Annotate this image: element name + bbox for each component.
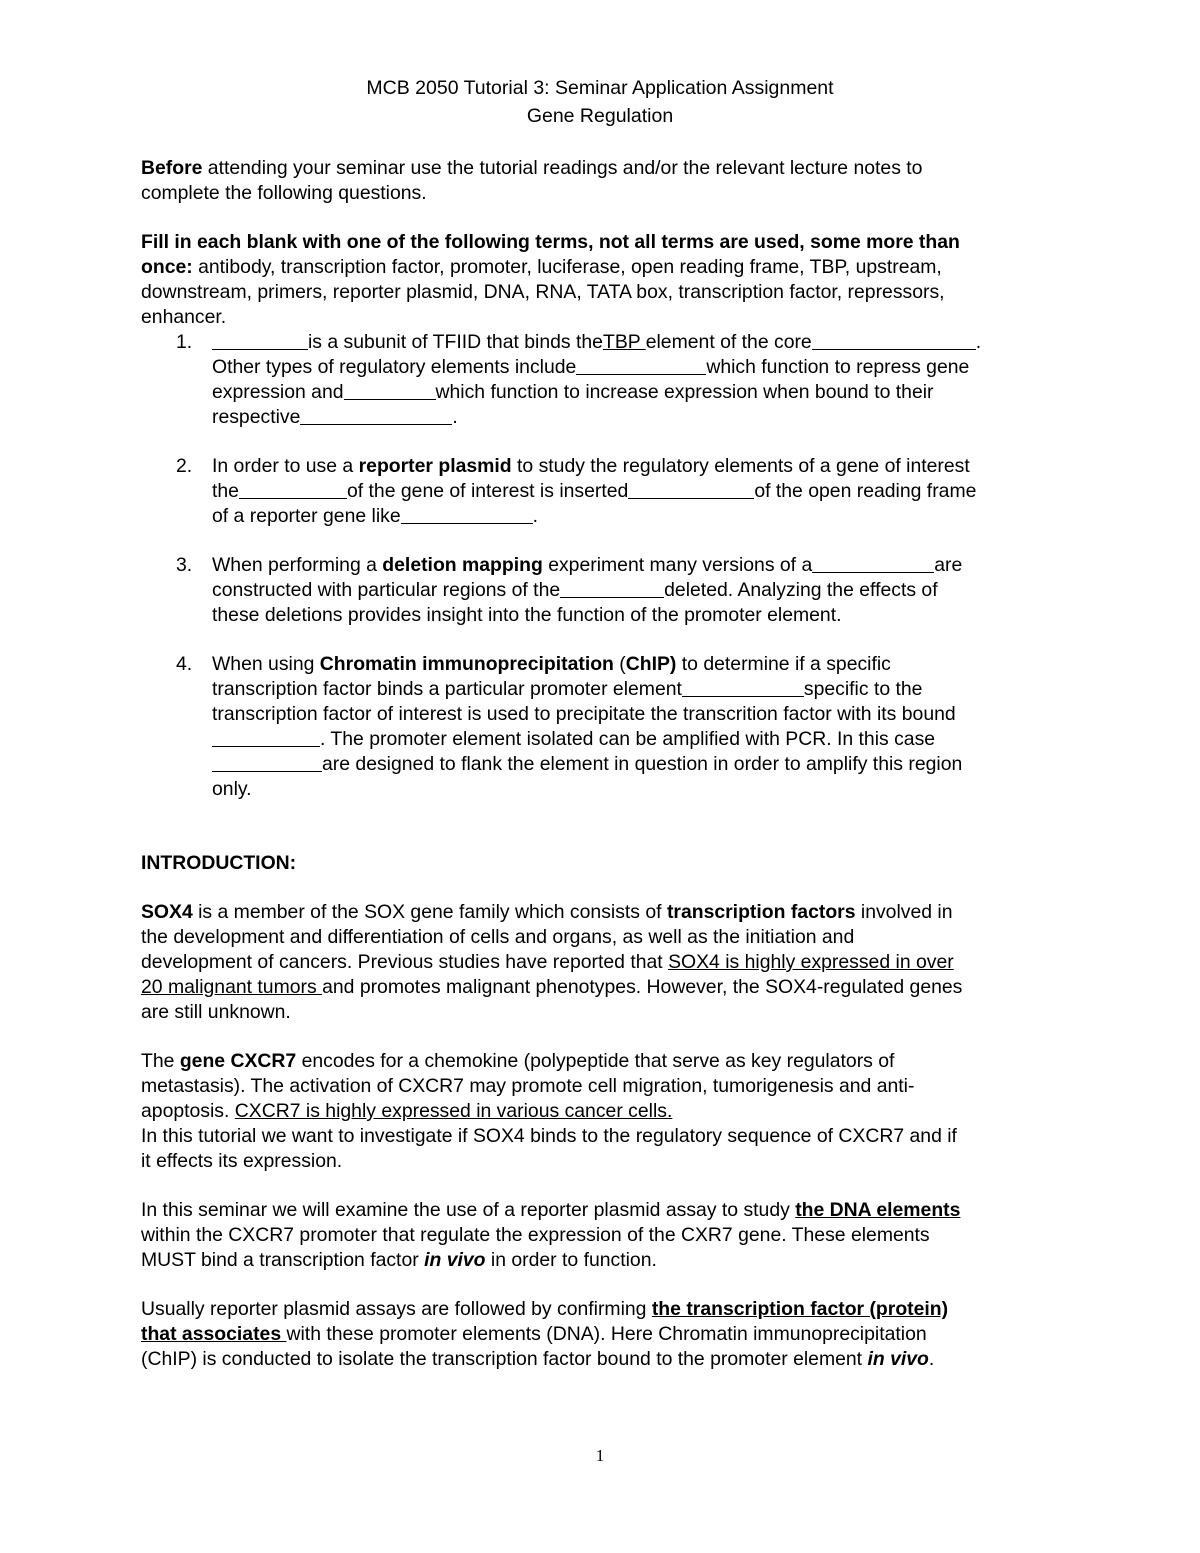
question-3-line-1: When performing a deletion mapping experiment many versions of a are bbox=[212, 554, 963, 576]
question-2-number: 2. bbox=[176, 455, 193, 477]
para1-line-4: 20 malignant tumors and promotes malignant phenotypes. However, the SOX4-regulated genes bbox=[141, 976, 963, 998]
para4-line-2: that associates with these promoter elements (DNA). Here Chromatin immunoprecipitation bbox=[141, 1323, 927, 1345]
instructions-line-3: downstream, primers, reporter plasmid, DNA, RNA, TATA box, transcription factor, repressors, bbox=[141, 281, 945, 303]
answer-blank[interactable] bbox=[812, 331, 976, 350]
answer-blank[interactable] bbox=[300, 406, 452, 425]
para1-line-3: development of cancers. Previous studies have reported that SOX4 is highly expressed in over bbox=[141, 951, 954, 973]
answer-blank[interactable] bbox=[212, 753, 322, 772]
question-4-line-5: are designed to flank the element in question in order to amplify this region bbox=[212, 752, 962, 777]
instructions-line-1: Fill in each blank with one of the following terms, not all terms are used, some more than bbox=[141, 231, 960, 253]
answer-blank[interactable] bbox=[212, 728, 320, 747]
answer-blank[interactable] bbox=[812, 554, 934, 573]
para1-line-1: SOX4 is a member of the SOX gene family which consists of transcription factors involved in bbox=[141, 901, 953, 923]
question-2-line-1: In order to use a reporter plasmid to study the regulatory elements of a gene of interest bbox=[212, 455, 970, 477]
answer-blank[interactable] bbox=[682, 678, 804, 697]
intro-line-1: Before attending your seminar use the tutorial readings and/or the relevant lecture notes to bbox=[141, 157, 923, 179]
introduction-heading: INTRODUCTION: bbox=[141, 852, 297, 874]
intro-line-2: complete the following questions. bbox=[141, 182, 427, 204]
para3-line-3: MUST bind a transcription factor in vivo in order to function. bbox=[141, 1249, 657, 1271]
para4-line-1: Usually reporter plasmid assays are followed by confirming the transcription factor (protein) bbox=[141, 1298, 949, 1320]
question-1-line-1: is a subunit of TFIID that binds theTBP element of the core . bbox=[212, 330, 981, 355]
instructions-line-2: once: antibody, transcription factor, promoter, luciferase, open reading frame, TBP, upstream, bbox=[141, 256, 942, 278]
answer-blank[interactable] bbox=[344, 381, 436, 400]
question-2-line-2: the of the gene of interest is inserted of the open reading frame bbox=[212, 480, 977, 502]
document-title: MCB 2050 Tutorial 3: Seminar Application Assignment bbox=[366, 77, 834, 99]
question-1-line-4: respective . bbox=[212, 406, 458, 428]
answer-blank[interactable] bbox=[560, 579, 664, 598]
question-3-line-3: these deletions provides insight into the function of the promoter element. bbox=[212, 604, 842, 626]
question-4-number: 4. bbox=[176, 653, 193, 675]
question-3-number: 3. bbox=[176, 554, 193, 576]
answer-blank[interactable] bbox=[628, 480, 754, 499]
question-2-line-3: of a reporter gene like . bbox=[212, 505, 539, 527]
para1-line-5: are still unknown. bbox=[141, 1001, 291, 1023]
question-4-line-2: transcription factor binds a particular promoter element specific to the bbox=[212, 678, 923, 700]
answer-blank[interactable] bbox=[212, 331, 308, 350]
question-4-line-4: . The promoter element isolated can be amplified with PCR. In this case bbox=[212, 727, 935, 752]
para2-line-2: metastasis). The activation of CXCR7 may promote cell migration, tumorigenesis and anti- bbox=[141, 1075, 915, 1097]
page-number: 1 bbox=[595, 1446, 605, 1465]
para2-line-1: The gene CXCR7 encodes for a chemokine (polypeptide that serve as key regulators of bbox=[141, 1050, 895, 1072]
question-1-line-2: Other types of regulatory elements include which function to repress gene bbox=[212, 356, 970, 378]
para2-line-4: In this tutorial we want to investigate if SOX4 binds to the regulatory sequence of CXCR7 and if bbox=[141, 1125, 957, 1147]
para3-line-1: In this seminar we will examine the use of a reporter plasmid assay to study the DNA elements bbox=[141, 1199, 961, 1221]
document-subtitle: Gene Regulation bbox=[526, 105, 674, 127]
instructions-line-4: enhancer. bbox=[141, 306, 227, 328]
para2-line-5: it effects its expression. bbox=[141, 1150, 343, 1172]
question-4-line-1: When using Chromatin immunoprecipitation (ChIP) to determine if a specific bbox=[212, 653, 891, 675]
para4-line-3: (ChIP) is conducted to isolate the transcription factor bound to the promoter element in vivo. bbox=[141, 1348, 935, 1370]
question-3-line-2: constructed with particular regions of the deleted. Analyzing the effects of bbox=[212, 579, 938, 601]
para1-line-2: the development and differentiation of cells and organs, as well as the initiation and bbox=[141, 926, 855, 948]
question-4-line-3: transcription factor of interest is used to precipitate the transcrition factor with its bound bbox=[212, 703, 956, 725]
question-4-line-6: only. bbox=[212, 778, 252, 800]
answer-blank[interactable] bbox=[401, 505, 533, 524]
answer-blank[interactable] bbox=[239, 480, 347, 499]
para3-line-2: within the CXCR7 promoter that regulate the expression of the CXR7 gene. These elements bbox=[141, 1224, 930, 1246]
answer-blank[interactable] bbox=[576, 356, 706, 375]
question-1-number: 1. bbox=[176, 331, 193, 353]
para2-line-3: apoptosis. CXCR7 is highly expressed in various cancer cells. bbox=[141, 1100, 673, 1122]
question-1-line-3: expression and which function to increase expression when bound to their bbox=[212, 381, 934, 403]
